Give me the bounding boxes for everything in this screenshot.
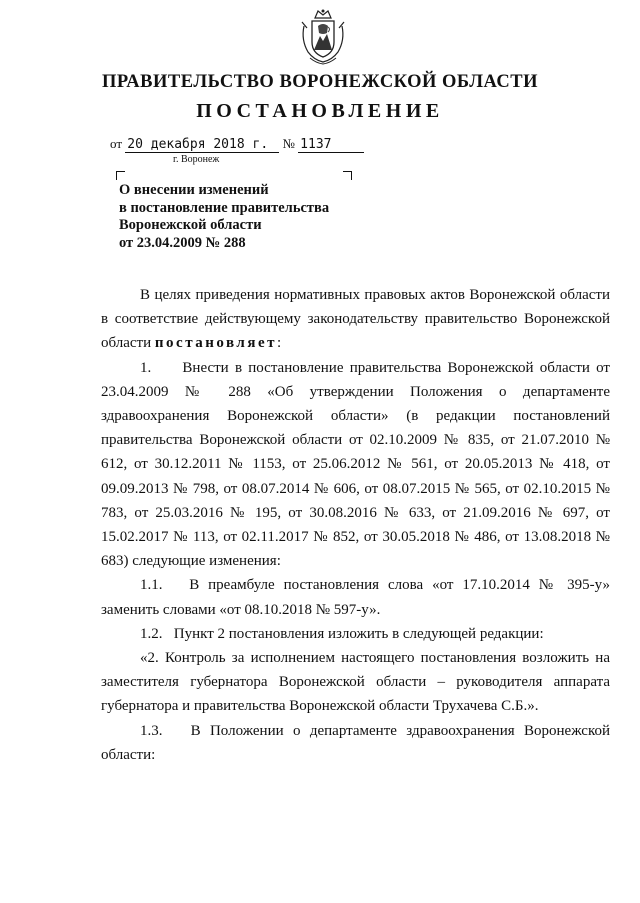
subject-line-2: в постановление правительства	[119, 199, 330, 216]
city-label: г. Воронеж	[173, 154, 220, 165]
from-label: от	[110, 136, 123, 151]
decree-subject	[119, 182, 329, 252]
intro-colon: :	[277, 335, 282, 352]
right-corner-mark	[343, 171, 352, 180]
decree-number: 1137	[298, 137, 364, 153]
intro-paragraph	[101, 283, 610, 356]
voronezh-coat-of-arms-icon	[298, 8, 348, 66]
document-type-title: ПОСТАНОВЛЕНИЕ	[196, 100, 444, 122]
left-corner-mark	[116, 171, 125, 180]
government-name: ПРАВИТЕЛЬСТВО ВОРОНЕЖСКОЙ ОБЛАСТИ	[101, 72, 539, 92]
decree-body	[101, 283, 610, 767]
intro-text: В целях приведения нормативных правовых актов Воронежской области в соответствие действующему законодательству правительство Воронежской области	[101, 287, 610, 352]
paragraph-1-1: 1.1. В преамбуле постановления слова «от 17.10.2014 № 395-у» заменить словами «от 08.10.2018 № 597-у».	[101, 577, 610, 618]
paragraph-1: 1. Внести в постановление правительства Воронежской области от 23.04.2009 № 288 «Об утверждении Положения о департаменте здравоохранения Воронежской области» (в редакции постановлений правительства Воронежской области от 02.10.2009 № 835, от 21.07.2010 № 612, от 30.12.2011 № 1153, от 25.06.2012 № 561, от 20.05.2013 № 418, от 09.09.2013 № 798, от 08.07.2014 № 606, от 08.07.2015 № 565, от 02.10.2015 № 783, от 25.03.2016 № 195, от 30.08.2016 № 633, от 21.09.2016 № 697, от 15.02.2017 № 113, от 02.11.2017 № 852, от 30.05.2018 № 486, от 13.08.2018 № 683) следующие изменения:	[101, 359, 610, 570]
subject-line-3: Воронежской области	[119, 217, 262, 233]
paragraph-1-2: 1.2. Пункт 2 постановления изложить в следующей редакции:	[140, 625, 544, 642]
number-label: №	[282, 136, 295, 151]
subject-line-4: от 23.04.2009 № 288	[119, 234, 246, 251]
date-number-line	[110, 136, 364, 153]
paragraph-1-3: 1.3. В Положении о департаменте здравоохранения Воронежской области:	[101, 722, 610, 763]
quoted-paragraph: «2. Контроль за исполнением настоящего постановления возложить на заместителя губернатора Воронежской области – руководителя аппарата губернатора и правительства Воронежской области Трухачева С.Б.».	[101, 650, 610, 715]
decree-date: 20 декабря 2018 г.	[125, 137, 279, 153]
subject-line-1: О внесении изменений	[119, 182, 269, 198]
intro-verb: постановляет	[154, 335, 277, 352]
